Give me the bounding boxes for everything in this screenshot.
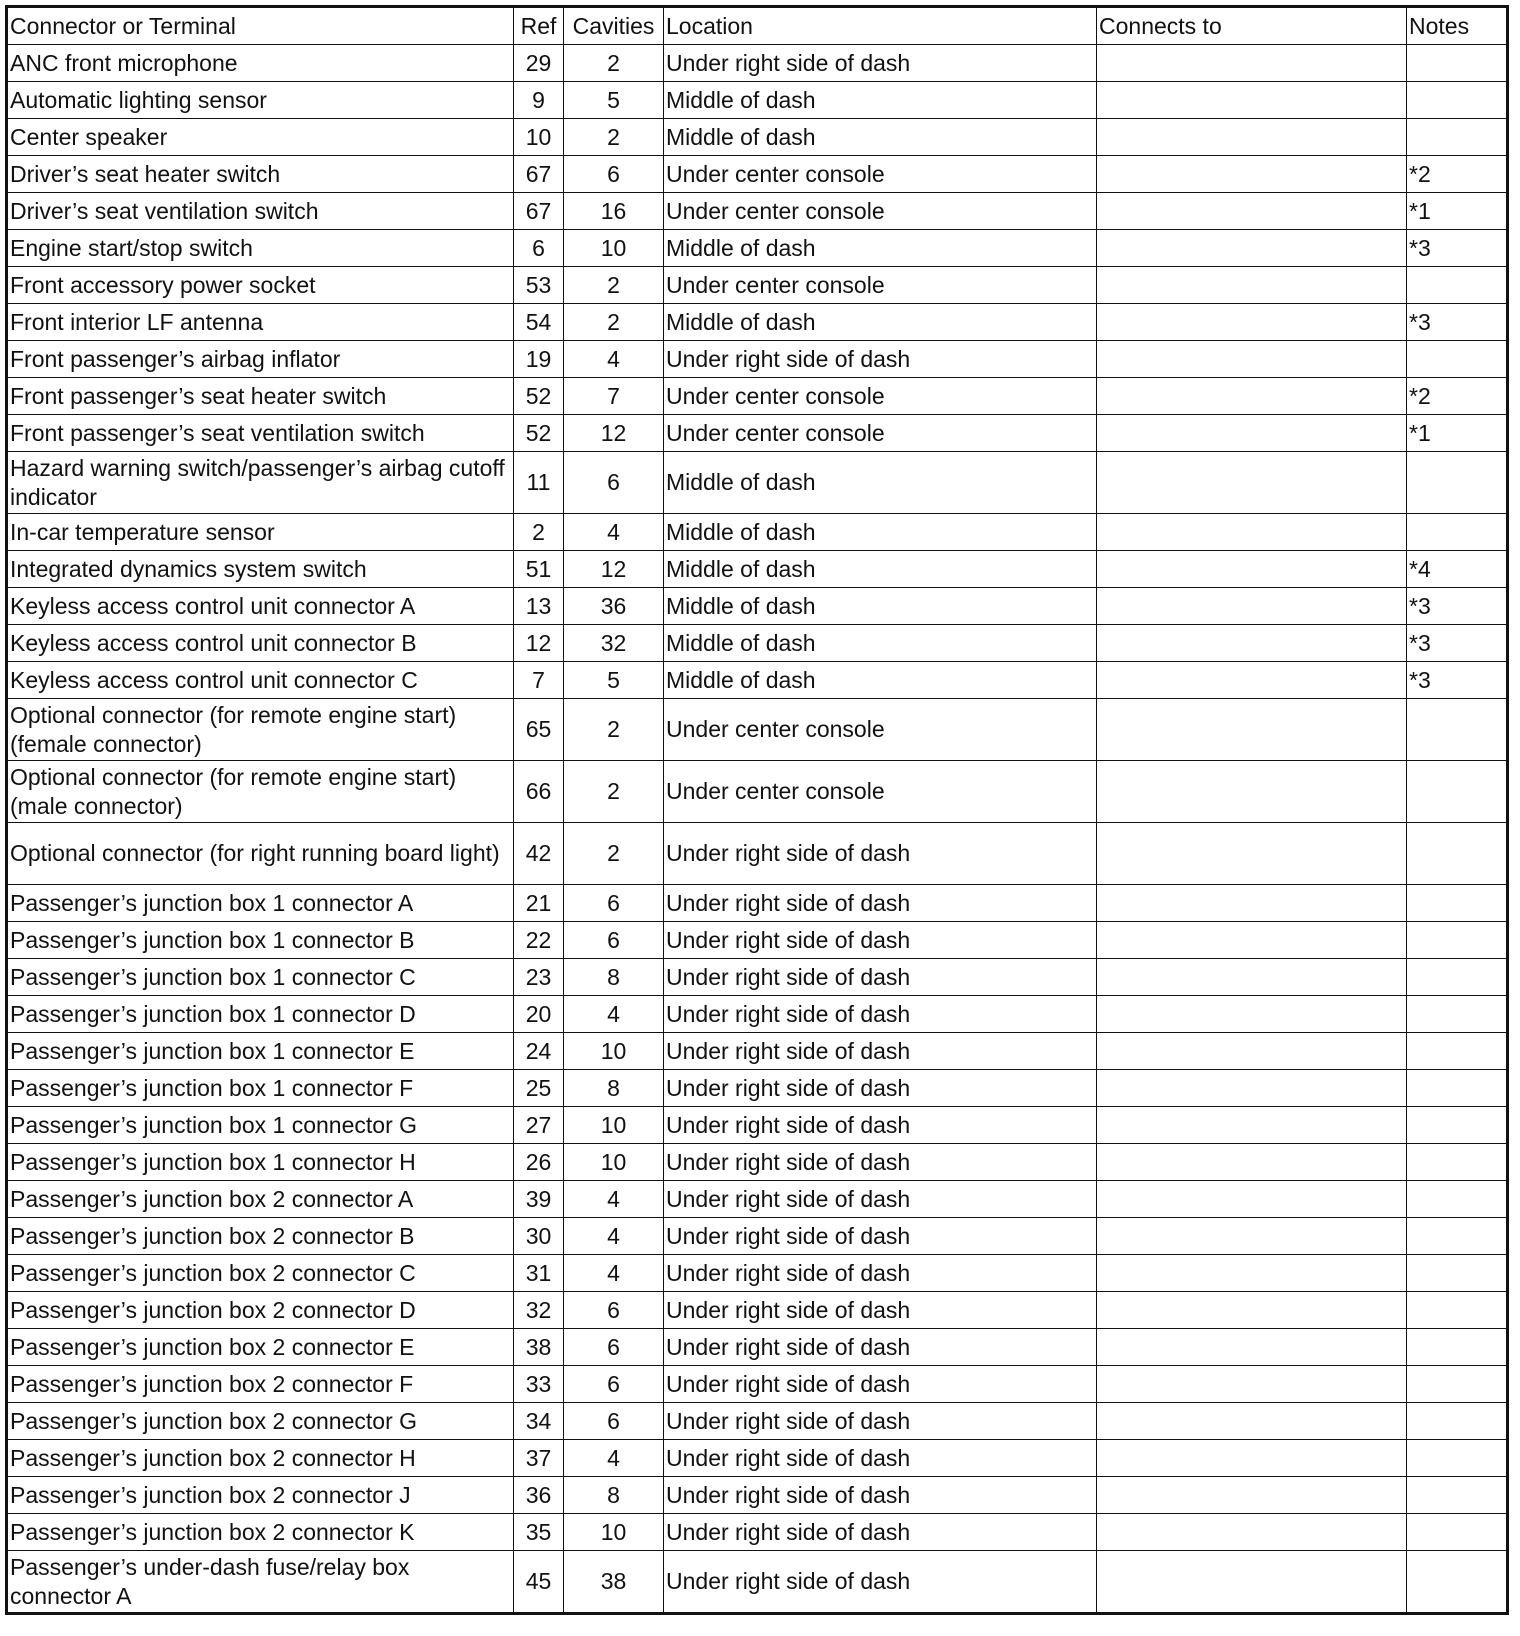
cell-connector-name: Front interior LF antenna — [7, 304, 514, 341]
cell-cavities: 4 — [564, 1218, 664, 1255]
cell-location: Under right side of dash — [664, 885, 1097, 922]
cell-connects-to — [1097, 1514, 1407, 1551]
cell-connects-to — [1097, 1477, 1407, 1514]
table-row — [7, 1070, 1508, 1107]
cell-location: Under right side of dash — [664, 1255, 1097, 1292]
cell-location: Middle of dash — [664, 304, 1097, 341]
cell-cavities: 16 — [564, 193, 664, 230]
cell-ref: 65 — [514, 699, 564, 761]
cell-ref: 45 — [514, 1551, 564, 1614]
cell-ref: 51 — [514, 551, 564, 588]
cell-connector-name: Passenger’s junction box 2 connector G — [7, 1403, 514, 1440]
cell-connector-name: Passenger’s junction box 1 connector F — [7, 1070, 514, 1107]
cell-location: Middle of dash — [664, 514, 1097, 551]
cell-connector-name: Passenger’s junction box 1 connector D — [7, 996, 514, 1033]
cell-cavities: 10 — [564, 230, 664, 267]
cell-connects-to — [1097, 230, 1407, 267]
cell-notes — [1407, 1255, 1508, 1292]
cell-cavities: 2 — [564, 304, 664, 341]
cell-connects-to — [1097, 156, 1407, 193]
cell-notes — [1407, 1218, 1508, 1255]
cell-cavities: 7 — [564, 378, 664, 415]
cell-location: Under right side of dash — [664, 959, 1097, 996]
cell-connects-to — [1097, 959, 1407, 996]
cell-ref: 35 — [514, 1514, 564, 1551]
cell-location: Under right side of dash — [664, 996, 1097, 1033]
cell-connector-name: Hazard warning switch/passenger’s airbag cutoff indicator — [7, 452, 514, 514]
cell-connects-to — [1097, 625, 1407, 662]
cell-connector-name: Passenger’s junction box 2 connector H — [7, 1440, 514, 1477]
cell-connector-name: Passenger’s junction box 1 connector G — [7, 1107, 514, 1144]
cell-location: Under right side of dash — [664, 1366, 1097, 1403]
table-row — [7, 1366, 1508, 1403]
table-row — [7, 193, 1508, 230]
cell-notes — [1407, 1440, 1508, 1477]
cell-connector-name: Passenger’s junction box 1 connector E — [7, 1033, 514, 1070]
table-row — [7, 699, 1508, 761]
cell-notes: *1 — [1407, 193, 1508, 230]
cell-ref: 22 — [514, 922, 564, 959]
cell-connects-to — [1097, 823, 1407, 885]
cell-notes — [1407, 1292, 1508, 1329]
header-ref: Ref — [514, 7, 564, 45]
cell-ref: 67 — [514, 193, 564, 230]
cell-cavities: 6 — [564, 1292, 664, 1329]
cell-ref: 19 — [514, 341, 564, 378]
cell-location: Middle of dash — [664, 588, 1097, 625]
cell-connector-name: Passenger’s junction box 1 connector B — [7, 922, 514, 959]
cell-ref: 34 — [514, 1403, 564, 1440]
cell-notes — [1407, 1514, 1508, 1551]
cell-cavities: 4 — [564, 514, 664, 551]
cell-location: Middle of dash — [664, 119, 1097, 156]
cell-cavities: 6 — [564, 156, 664, 193]
cell-connector-name: Passenger’s junction box 2 connector K — [7, 1514, 514, 1551]
cell-connector-name: Passenger’s junction box 1 connector C — [7, 959, 514, 996]
cell-ref: 6 — [514, 230, 564, 267]
cell-notes: *3 — [1407, 625, 1508, 662]
cell-connector-name: Integrated dynamics system switch — [7, 551, 514, 588]
cell-cavities: 2 — [564, 699, 664, 761]
cell-connector-name: Passenger’s junction box 2 connector B — [7, 1218, 514, 1255]
cell-connector-name: Passenger’s junction box 1 connector H — [7, 1144, 514, 1181]
cell-ref: 24 — [514, 1033, 564, 1070]
cell-cavities: 6 — [564, 1329, 664, 1366]
cell-notes — [1407, 959, 1508, 996]
cell-ref: 42 — [514, 823, 564, 885]
cell-location: Under right side of dash — [664, 1477, 1097, 1514]
cell-ref: 12 — [514, 625, 564, 662]
cell-notes — [1407, 761, 1508, 823]
table-row — [7, 82, 1508, 119]
table-row — [7, 378, 1508, 415]
cell-connector-name: Passenger’s junction box 2 connector F — [7, 1366, 514, 1403]
cell-connects-to — [1097, 588, 1407, 625]
cell-location: Middle of dash — [664, 230, 1097, 267]
header-connector-or-terminal: Connector or Terminal — [7, 7, 514, 45]
cell-cavities: 2 — [564, 119, 664, 156]
cell-cavities: 38 — [564, 1551, 664, 1614]
cell-cavities: 6 — [564, 1366, 664, 1403]
cell-location: Under right side of dash — [664, 823, 1097, 885]
cell-ref: 32 — [514, 1292, 564, 1329]
table-row — [7, 230, 1508, 267]
cell-notes — [1407, 1366, 1508, 1403]
cell-cavities: 4 — [564, 1440, 664, 1477]
cell-cavities: 12 — [564, 551, 664, 588]
table-row — [7, 588, 1508, 625]
cell-ref: 67 — [514, 156, 564, 193]
table-body — [7, 45, 1508, 1614]
cell-location: Under right side of dash — [664, 1551, 1097, 1614]
cell-cavities: 32 — [564, 625, 664, 662]
cell-ref: 54 — [514, 304, 564, 341]
cell-notes — [1407, 267, 1508, 304]
cell-cavities: 8 — [564, 1477, 664, 1514]
cell-ref: 38 — [514, 1329, 564, 1366]
cell-notes — [1407, 1551, 1508, 1614]
cell-connects-to — [1097, 1329, 1407, 1366]
table-row — [7, 304, 1508, 341]
cell-connects-to — [1097, 1440, 1407, 1477]
cell-cavities: 4 — [564, 341, 664, 378]
connector-table-container — [5, 5, 1509, 1615]
cell-connects-to — [1097, 1070, 1407, 1107]
cell-notes: *3 — [1407, 588, 1508, 625]
cell-ref: 7 — [514, 662, 564, 699]
table-row — [7, 1255, 1508, 1292]
cell-notes — [1407, 514, 1508, 551]
cell-connector-name: Optional connector (for remote engine start) (female connector) — [7, 699, 514, 761]
cell-connects-to — [1097, 1218, 1407, 1255]
table-row — [7, 625, 1508, 662]
connector-table — [5, 5, 1509, 1615]
cell-connector-name: Automatic lighting sensor — [7, 82, 514, 119]
cell-cavities: 4 — [564, 996, 664, 1033]
cell-ref: 20 — [514, 996, 564, 1033]
cell-ref: 31 — [514, 1255, 564, 1292]
cell-location: Middle of dash — [664, 452, 1097, 514]
cell-location: Under right side of dash — [664, 45, 1097, 82]
cell-notes — [1407, 119, 1508, 156]
cell-ref: 33 — [514, 1366, 564, 1403]
cell-connects-to — [1097, 378, 1407, 415]
cell-connects-to — [1097, 1292, 1407, 1329]
cell-connector-name: Engine start/stop switch — [7, 230, 514, 267]
cell-cavities: 2 — [564, 761, 664, 823]
table-row — [7, 45, 1508, 82]
cell-cavities: 6 — [564, 1403, 664, 1440]
cell-cavities: 10 — [564, 1107, 664, 1144]
table-row — [7, 761, 1508, 823]
cell-location: Under right side of dash — [664, 1292, 1097, 1329]
cell-connector-name: In-car temperature sensor — [7, 514, 514, 551]
cell-cavities: 2 — [564, 45, 664, 82]
cell-ref: 52 — [514, 378, 564, 415]
cell-notes: *3 — [1407, 304, 1508, 341]
cell-ref: 27 — [514, 1107, 564, 1144]
cell-notes — [1407, 1144, 1508, 1181]
cell-connector-name: Passenger’s junction box 2 connector C — [7, 1255, 514, 1292]
cell-connects-to — [1097, 885, 1407, 922]
header-location: Location — [664, 7, 1097, 45]
cell-location: Under right side of dash — [664, 1181, 1097, 1218]
table-row — [7, 1218, 1508, 1255]
cell-connects-to — [1097, 1403, 1407, 1440]
cell-cavities: 6 — [564, 922, 664, 959]
cell-ref: 23 — [514, 959, 564, 996]
cell-notes — [1407, 1181, 1508, 1218]
cell-location: Under center console — [664, 267, 1097, 304]
header-notes: Notes — [1407, 7, 1508, 45]
cell-location: Under right side of dash — [664, 1107, 1097, 1144]
table-row — [7, 267, 1508, 304]
cell-location: Under right side of dash — [664, 1440, 1097, 1477]
cell-connects-to — [1097, 415, 1407, 452]
cell-notes — [1407, 452, 1508, 514]
table-row — [7, 1403, 1508, 1440]
cell-connects-to — [1097, 1551, 1407, 1614]
cell-location: Under right side of dash — [664, 1070, 1097, 1107]
table-row — [7, 1329, 1508, 1366]
cell-connects-to — [1097, 452, 1407, 514]
table-row — [7, 1514, 1508, 1551]
table-row — [7, 119, 1508, 156]
cell-location: Middle of dash — [664, 625, 1097, 662]
table-row — [7, 415, 1508, 452]
cell-notes — [1407, 1329, 1508, 1366]
table-row — [7, 452, 1508, 514]
cell-connector-name: Optional connector (for right running board light) — [7, 823, 514, 885]
cell-connector-name: Keyless access control unit connector C — [7, 662, 514, 699]
cell-connects-to — [1097, 922, 1407, 959]
cell-cavities: 6 — [564, 452, 664, 514]
cell-location: Under center console — [664, 761, 1097, 823]
cell-connects-to — [1097, 1033, 1407, 1070]
cell-location: Middle of dash — [664, 551, 1097, 588]
cell-connects-to — [1097, 304, 1407, 341]
cell-ref: 66 — [514, 761, 564, 823]
cell-cavities: 4 — [564, 1255, 664, 1292]
cell-connects-to — [1097, 662, 1407, 699]
cell-connector-name: Center speaker — [7, 119, 514, 156]
cell-connector-name: Passenger’s junction box 1 connector A — [7, 885, 514, 922]
cell-connects-to — [1097, 119, 1407, 156]
cell-ref: 53 — [514, 267, 564, 304]
cell-cavities: 10 — [564, 1514, 664, 1551]
cell-notes: *3 — [1407, 662, 1508, 699]
table-row — [7, 1477, 1508, 1514]
cell-connector-name: Front passenger’s seat heater switch — [7, 378, 514, 415]
cell-cavities: 36 — [564, 588, 664, 625]
cell-ref: 13 — [514, 588, 564, 625]
cell-connects-to — [1097, 45, 1407, 82]
cell-ref: 9 — [514, 82, 564, 119]
cell-location: Under right side of dash — [664, 1514, 1097, 1551]
cell-cavities: 6 — [564, 885, 664, 922]
cell-connects-to — [1097, 699, 1407, 761]
cell-cavities: 8 — [564, 1070, 664, 1107]
table-row — [7, 996, 1508, 1033]
cell-connector-name: Front accessory power socket — [7, 267, 514, 304]
cell-ref: 37 — [514, 1440, 564, 1477]
cell-connector-name: Optional connector (for remote engine start) (male connector) — [7, 761, 514, 823]
cell-ref: 30 — [514, 1218, 564, 1255]
cell-connects-to — [1097, 1144, 1407, 1181]
cell-connects-to — [1097, 1107, 1407, 1144]
table-row — [7, 662, 1508, 699]
cell-cavities: 5 — [564, 662, 664, 699]
cell-location: Under center console — [664, 415, 1097, 452]
cell-connector-name: Keyless access control unit connector A — [7, 588, 514, 625]
table-row — [7, 1551, 1508, 1614]
cell-notes — [1407, 1033, 1508, 1070]
cell-connector-name: Passenger’s junction box 2 connector J — [7, 1477, 514, 1514]
table-row — [7, 1181, 1508, 1218]
cell-cavities: 5 — [564, 82, 664, 119]
cell-location: Under right side of dash — [664, 922, 1097, 959]
table-row — [7, 1107, 1508, 1144]
header-connects-to: Connects to — [1097, 7, 1407, 45]
cell-connects-to — [1097, 1255, 1407, 1292]
table-row — [7, 959, 1508, 996]
table-row — [7, 1033, 1508, 1070]
cell-connects-to — [1097, 996, 1407, 1033]
table-row — [7, 1292, 1508, 1329]
cell-cavities: 10 — [564, 1144, 664, 1181]
cell-connector-name: Driver’s seat ventilation switch — [7, 193, 514, 230]
cell-location: Under right side of dash — [664, 1218, 1097, 1255]
cell-notes — [1407, 996, 1508, 1033]
cell-connector-name: Keyless access control unit connector B — [7, 625, 514, 662]
cell-cavities: 12 — [564, 415, 664, 452]
table-row — [7, 823, 1508, 885]
cell-ref: 25 — [514, 1070, 564, 1107]
cell-ref: 39 — [514, 1181, 564, 1218]
table-row — [7, 341, 1508, 378]
cell-notes — [1407, 823, 1508, 885]
cell-ref: 21 — [514, 885, 564, 922]
table-row — [7, 1440, 1508, 1477]
cell-connects-to — [1097, 551, 1407, 588]
table-row — [7, 922, 1508, 959]
cell-cavities: 8 — [564, 959, 664, 996]
cell-location: Under right side of dash — [664, 341, 1097, 378]
cell-location: Under center console — [664, 193, 1097, 230]
table-row — [7, 551, 1508, 588]
cell-connects-to — [1097, 341, 1407, 378]
cell-connector-name: ANC front microphone — [7, 45, 514, 82]
cell-connector-name: Passenger’s junction box 2 connector A — [7, 1181, 514, 1218]
table-row — [7, 1144, 1508, 1181]
cell-notes: *2 — [1407, 378, 1508, 415]
cell-location: Middle of dash — [664, 662, 1097, 699]
cell-connects-to — [1097, 82, 1407, 119]
cell-connects-to — [1097, 267, 1407, 304]
cell-ref: 26 — [514, 1144, 564, 1181]
cell-location: Under center console — [664, 699, 1097, 761]
cell-location: Under right side of dash — [664, 1403, 1097, 1440]
cell-connector-name: Driver’s seat heater switch — [7, 156, 514, 193]
cell-cavities: 10 — [564, 1033, 664, 1070]
cell-notes — [1407, 699, 1508, 761]
table-header-row — [7, 7, 1508, 45]
cell-location: Under right side of dash — [664, 1144, 1097, 1181]
cell-ref: 29 — [514, 45, 564, 82]
cell-cavities: 2 — [564, 267, 664, 304]
cell-notes — [1407, 885, 1508, 922]
table-row — [7, 156, 1508, 193]
cell-notes: *4 — [1407, 551, 1508, 588]
cell-notes — [1407, 1070, 1508, 1107]
cell-notes — [1407, 1107, 1508, 1144]
cell-connects-to — [1097, 193, 1407, 230]
table-row — [7, 514, 1508, 551]
cell-location: Under right side of dash — [664, 1329, 1097, 1366]
cell-connects-to — [1097, 761, 1407, 823]
cell-connector-name: Front passenger’s airbag inflator — [7, 341, 514, 378]
cell-ref: 11 — [514, 452, 564, 514]
cell-connector-name: Front passenger’s seat ventilation switch — [7, 415, 514, 452]
cell-notes — [1407, 1403, 1508, 1440]
cell-notes — [1407, 45, 1508, 82]
cell-location: Under center console — [664, 378, 1097, 415]
cell-location: Middle of dash — [664, 82, 1097, 119]
table-row — [7, 885, 1508, 922]
cell-notes — [1407, 341, 1508, 378]
cell-notes — [1407, 922, 1508, 959]
header-cavities: Cavities — [564, 7, 664, 45]
cell-ref: 10 — [514, 119, 564, 156]
cell-connector-name: Passenger’s junction box 2 connector D — [7, 1292, 514, 1329]
cell-connects-to — [1097, 514, 1407, 551]
cell-notes: *1 — [1407, 415, 1508, 452]
cell-location: Under right side of dash — [664, 1033, 1097, 1070]
cell-ref: 36 — [514, 1477, 564, 1514]
cell-connector-name: Passenger’s junction box 2 connector E — [7, 1329, 514, 1366]
cell-notes: *3 — [1407, 230, 1508, 267]
cell-connects-to — [1097, 1181, 1407, 1218]
cell-ref: 52 — [514, 415, 564, 452]
cell-connects-to — [1097, 1366, 1407, 1403]
cell-notes — [1407, 82, 1508, 119]
cell-location: Under center console — [664, 156, 1097, 193]
cell-cavities: 2 — [564, 823, 664, 885]
cell-ref: 2 — [514, 514, 564, 551]
cell-notes: *2 — [1407, 156, 1508, 193]
cell-connector-name: Passenger’s under-dash fuse/relay box connector A — [7, 1551, 514, 1614]
cell-notes — [1407, 1477, 1508, 1514]
cell-cavities: 4 — [564, 1181, 664, 1218]
